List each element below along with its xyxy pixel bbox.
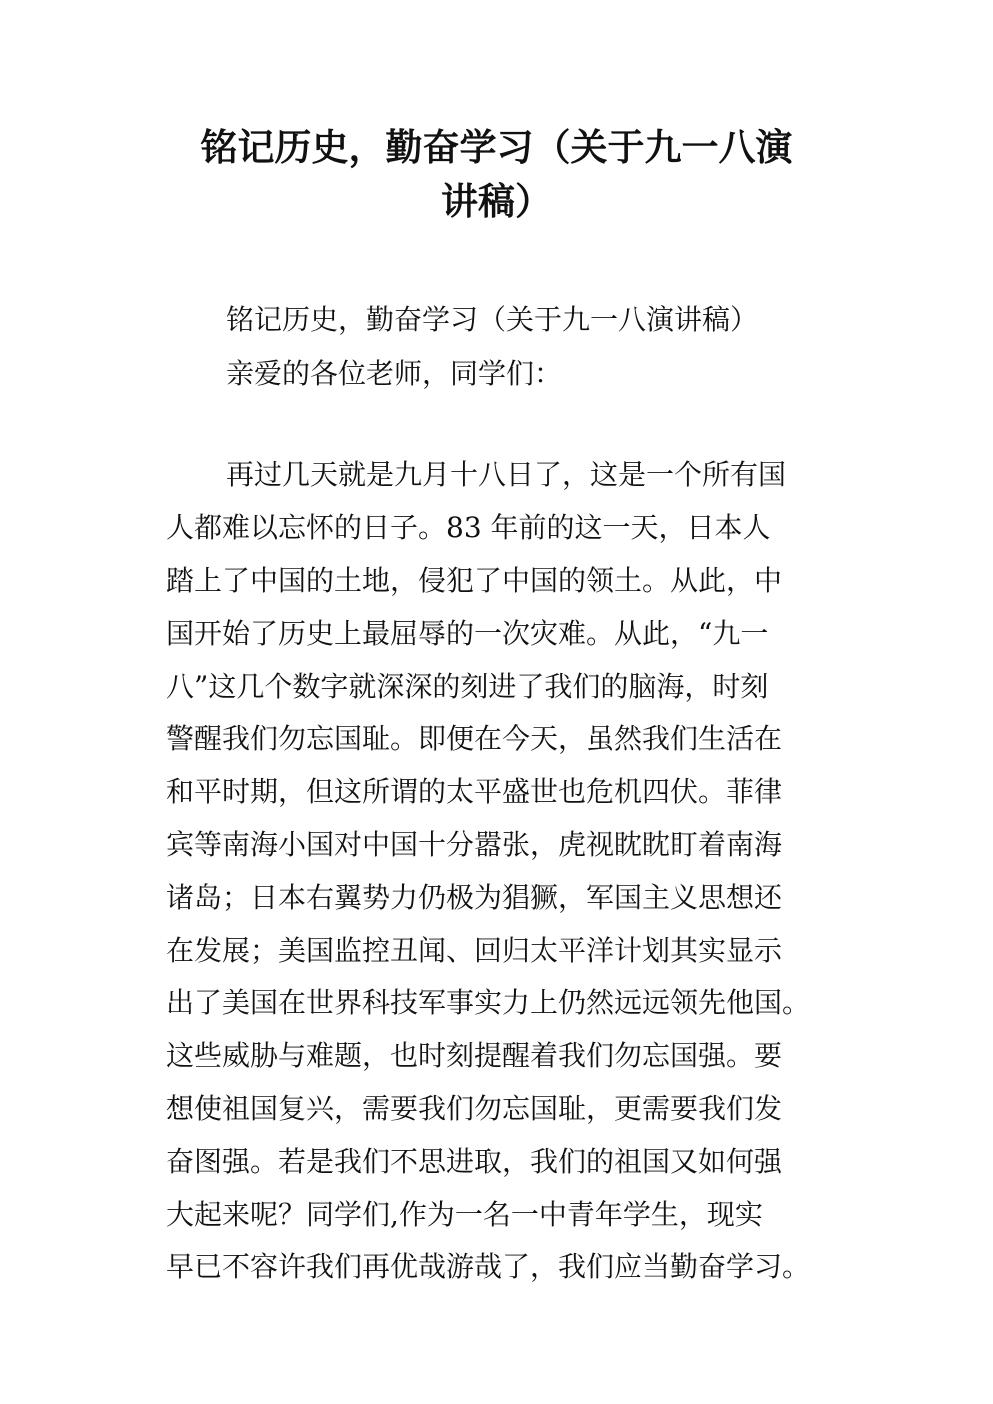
body-line: 踏上了中国的土地，侵犯了中国的领土。从此，中	[166, 564, 783, 597]
body-line: 在发展；美国监控丑闻、回归太平洋计划其实显示	[166, 934, 783, 967]
body-line: 奋图强。若是我们不思进取，我们的祖国又如何强	[166, 1145, 783, 1178]
body-line: 想使祖国复兴，需要我们勿忘国耻，更需要我们发	[166, 1092, 783, 1125]
body-line: 八”这几个数字就深深的刻进了我们的脑海，时刻	[166, 670, 769, 703]
greeting: 亲爱的各位老师，同学们：	[226, 357, 563, 390]
body-line: 国开始了历史上最屈辱的一次灾难。从此，“九一	[166, 617, 769, 650]
body-line: 人都难以忘怀的日子。83 年前的这一天，日本人	[166, 511, 771, 544]
subtitle: 铭记历史，勤奋学习（关于九一八演讲稿）	[226, 303, 759, 336]
body-line: 这些威胁与难题，也时刻提醒着我们勿忘国强。要	[166, 1039, 783, 1072]
document-title-line-2: 讲稿）	[441, 180, 552, 223]
body-line: 大起来呢？同学们,作为一名一中青年学生，现实	[166, 1198, 763, 1231]
body-line: 诸岛；日本右翼势力仍极为猖獗，军国主义思想还	[166, 881, 783, 914]
body-line: 宾等南海小国对中国十分嚣张，虎视眈眈盯着南海	[166, 828, 783, 861]
document-title-line-1: 铭记历史，勤奋学习（关于九一八演	[200, 126, 793, 169]
body-line: 早已不容许我们再优哉游哉了，我们应当勤奋学习。	[166, 1250, 811, 1283]
body-line: 和平时期，但这所谓的太平盛世也危机四伏。菲律	[166, 775, 783, 808]
body-line: 警醒我们勿忘国耻。即便在今天，虽然我们生活在	[166, 722, 783, 755]
body-line: 再过几天就是九月十八日了，这是一个所有国	[226, 458, 787, 491]
body-line: 出了美国在世界科技军事实力上仍然远远领先他国。	[166, 986, 811, 1019]
